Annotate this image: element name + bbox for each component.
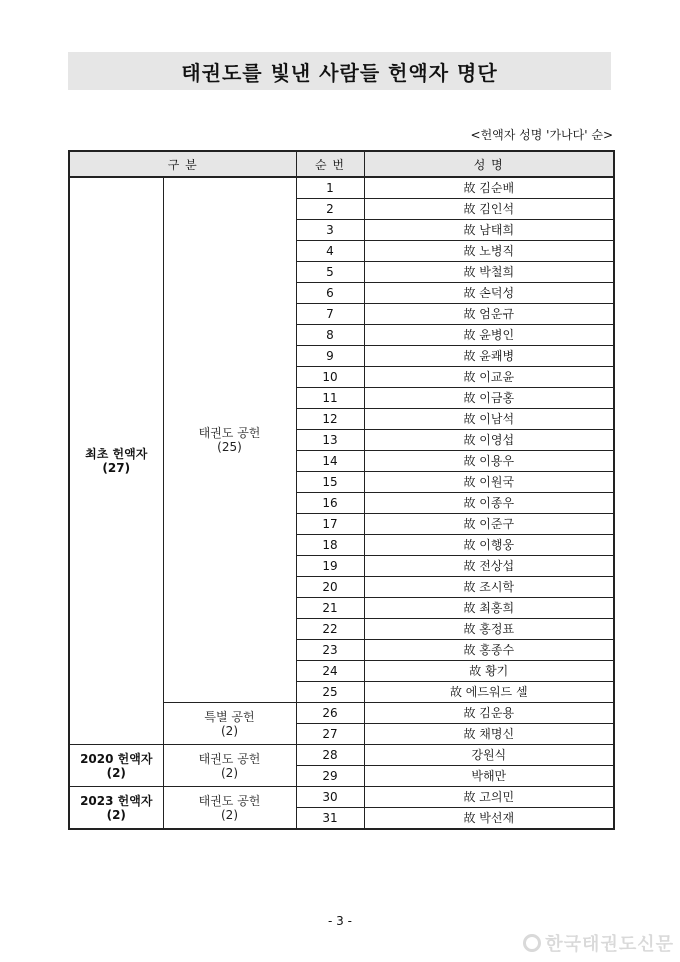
row-name: 故 최홍희 xyxy=(364,598,614,619)
row-number: 26 xyxy=(296,703,364,724)
subgroup-cell-count: (25) xyxy=(217,440,242,454)
row-number: 12 xyxy=(296,409,364,430)
row-number: 13 xyxy=(296,430,364,451)
row-name: 故 이금홍 xyxy=(364,388,614,409)
row-number: 27 xyxy=(296,724,364,745)
row-name: 故 전상섭 xyxy=(364,556,614,577)
row-name: 故 이행웅 xyxy=(364,535,614,556)
row-name: 故 노병직 xyxy=(364,241,614,262)
row-number: 14 xyxy=(296,451,364,472)
row-number: 16 xyxy=(296,493,364,514)
row-name: 故 김순배 xyxy=(364,177,614,199)
subgroup-cell-label: 특별 공헌 xyxy=(204,709,255,724)
table-row xyxy=(69,177,614,199)
subgroup-cell xyxy=(163,787,296,830)
table-body xyxy=(69,177,614,829)
row-number: 6 xyxy=(296,283,364,304)
row-number: 18 xyxy=(296,535,364,556)
row-name: 故 엄운규 xyxy=(364,304,614,325)
row-number: 5 xyxy=(296,262,364,283)
group-cell-label: 최초 헌액자 xyxy=(85,447,148,461)
subgroup-cell-count: (2) xyxy=(221,723,238,738)
row-number: 22 xyxy=(296,619,364,640)
row-name: 故 김운용 xyxy=(364,703,614,724)
row-name: 강원식 xyxy=(364,745,614,766)
row-name: 故 이교윤 xyxy=(364,367,614,388)
row-number: 28 xyxy=(296,745,364,766)
header-name: 성 명 xyxy=(364,151,614,177)
subgroup-cell xyxy=(163,745,296,787)
subgroup-cell-label: 태권도 공헌 xyxy=(198,751,261,766)
group-cell-count: (2) xyxy=(106,807,126,822)
group-cell-count: (27) xyxy=(102,461,131,475)
row-name: 故 조시학 xyxy=(364,577,614,598)
group-cell xyxy=(69,177,163,745)
row-name: 故 이남석 xyxy=(364,409,614,430)
row-number: 19 xyxy=(296,556,364,577)
row-number: 24 xyxy=(296,661,364,682)
row-number: 3 xyxy=(296,220,364,241)
table-header-row xyxy=(69,151,614,177)
row-number: 30 xyxy=(296,787,364,808)
subgroup-cell-label: 태권도 공헌 xyxy=(198,793,261,808)
row-number: 7 xyxy=(296,304,364,325)
subgroup-cell xyxy=(163,177,296,703)
watermark-logo-icon xyxy=(523,934,541,952)
document-title: 태권도를 빛낸 사람들 헌액자 명단 xyxy=(181,60,498,85)
row-number: 29 xyxy=(296,766,364,787)
watermark xyxy=(523,930,674,956)
group-cell xyxy=(69,745,163,787)
row-name: 故 채명신 xyxy=(364,724,614,745)
row-name: 故 윤병인 xyxy=(364,325,614,346)
row-number: 25 xyxy=(296,682,364,703)
row-name: 故 김인석 xyxy=(364,199,614,220)
group-cell-count: (2) xyxy=(106,765,126,780)
row-name: 故 박철희 xyxy=(364,262,614,283)
row-number: 2 xyxy=(296,199,364,220)
row-name: 故 이영섭 xyxy=(364,430,614,451)
row-number: 11 xyxy=(296,388,364,409)
subgroup-cell-count: (2) xyxy=(221,765,238,780)
row-number: 10 xyxy=(296,367,364,388)
row-name: 박해만 xyxy=(364,766,614,787)
row-name: 故 고의민 xyxy=(364,787,614,808)
watermark-text: 한국태권도신문 xyxy=(545,934,674,955)
inductee-table xyxy=(68,150,615,830)
header-category: 구 분 xyxy=(69,151,296,177)
row-number: 9 xyxy=(296,346,364,367)
row-name: 故 홍종수 xyxy=(364,640,614,661)
row-name: 故 이준구 xyxy=(364,514,614,535)
subgroup-cell xyxy=(163,703,296,745)
subgroup-cell-label: 태권도 공헌 xyxy=(198,426,261,440)
group-cell-label: 2023 헌액자 xyxy=(80,793,153,808)
sort-note: <헌액자 성명 '가나다' 순> xyxy=(470,128,613,142)
table-row xyxy=(69,787,614,808)
row-number: 31 xyxy=(296,808,364,830)
title-banner xyxy=(68,52,611,90)
row-number: 21 xyxy=(296,598,364,619)
row-number: 8 xyxy=(296,325,364,346)
row-name: 故 손덕성 xyxy=(364,283,614,304)
page-number: - 3 - xyxy=(328,914,352,928)
row-number: 20 xyxy=(296,577,364,598)
subgroup-cell-count: (2) xyxy=(221,807,238,822)
group-cell xyxy=(69,787,163,830)
group-cell-label: 2020 헌액자 xyxy=(80,751,153,766)
table-row xyxy=(69,745,614,766)
row-name: 故 홍정표 xyxy=(364,619,614,640)
row-number: 4 xyxy=(296,241,364,262)
row-name: 故 황기 xyxy=(364,661,614,682)
row-name: 故 이용우 xyxy=(364,451,614,472)
row-number: 17 xyxy=(296,514,364,535)
row-name: 故 윤쾌병 xyxy=(364,346,614,367)
row-number: 15 xyxy=(296,472,364,493)
row-name: 故 이원국 xyxy=(364,472,614,493)
row-name: 故 남태희 xyxy=(364,220,614,241)
row-name: 故 박선재 xyxy=(364,808,614,830)
row-number: 23 xyxy=(296,640,364,661)
row-name: 故 에드워드 셀 xyxy=(364,682,614,703)
row-name: 故 이종우 xyxy=(364,493,614,514)
row-number: 1 xyxy=(296,177,364,199)
header-number: 순 번 xyxy=(296,151,364,177)
